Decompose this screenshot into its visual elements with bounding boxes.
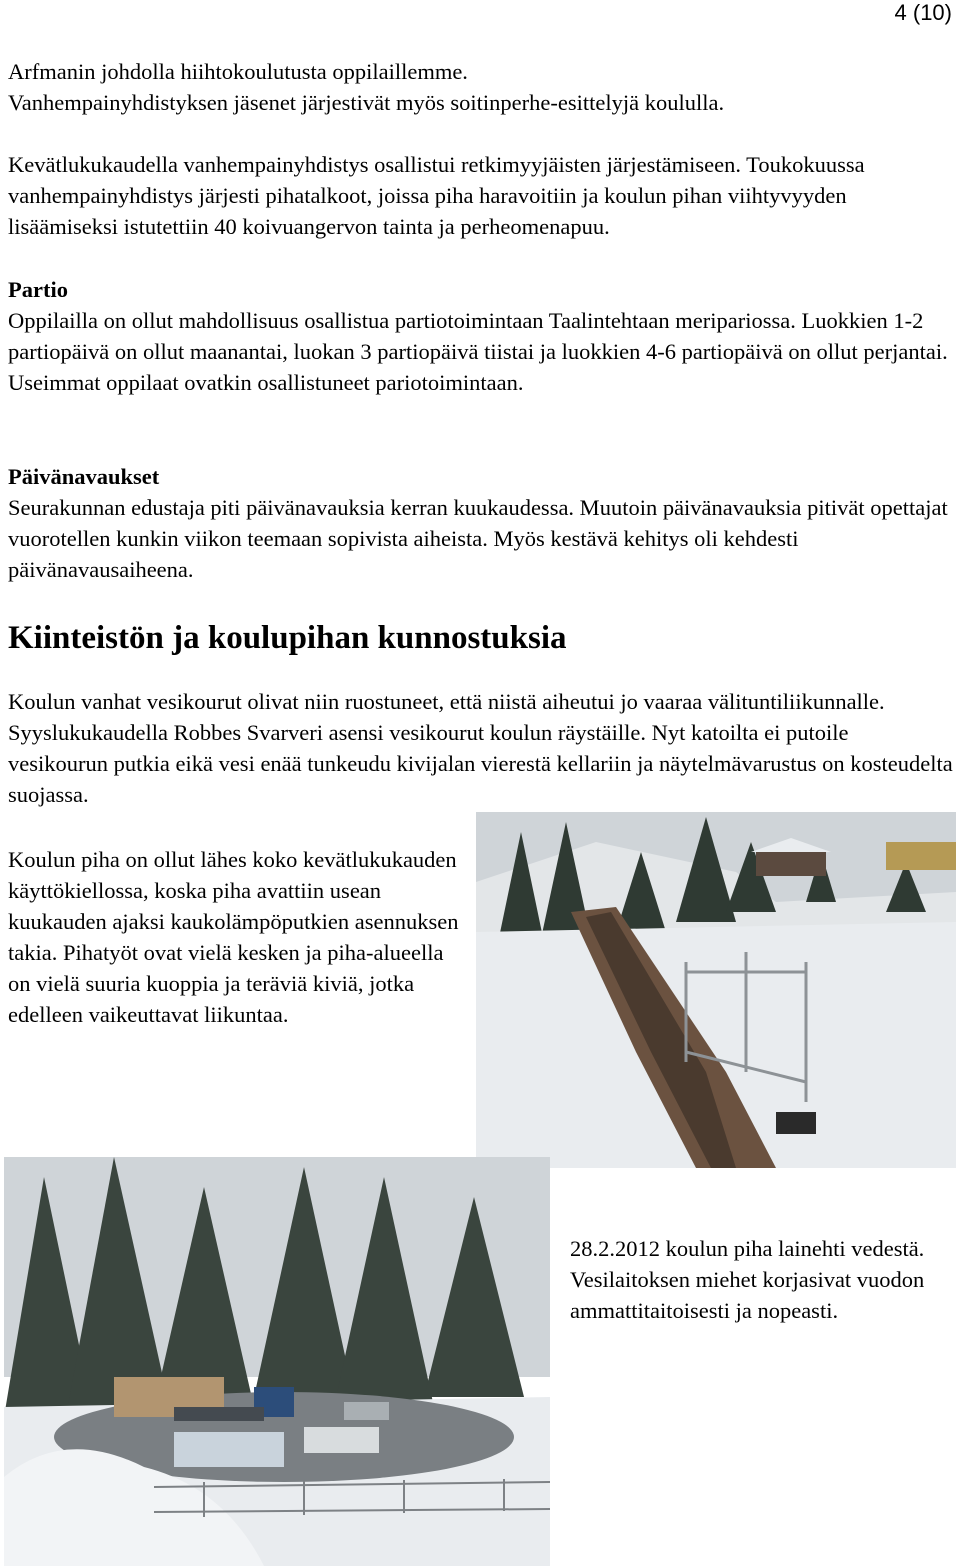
- flood-caption: 28.2.2012 koulun piha lainehti vedestä. Vesilaitoksen miehet korjasivat vuodon ammattitaitoisesti ja nopeasti.: [570, 1236, 925, 1323]
- intro-line-1: Arfmanin johdolla hiihtokoulutusta oppilaillemme.: [8, 59, 468, 84]
- trench-photo: [476, 812, 956, 1168]
- flood-photo-car: [344, 1402, 389, 1420]
- flood-photo-pickup: [304, 1427, 379, 1453]
- partio-heading: Partio: [8, 277, 68, 302]
- paivanavaukset-text: Seurakunnan edustaja piti päivänavauksia kerran kuukaudessa. Muutoin päivänavauksia pitivät opettajat vuorotellen kunkin viikon teemaan sopivista aiheista. Myös kestävä kehitys oli kehdesti päivänavausaiheena.: [8, 495, 948, 582]
- page-number: 4 (10): [894, 0, 952, 25]
- paivanavaukset-heading: Päivänavaukset: [8, 464, 160, 489]
- schoolyard-text: Koulun piha on ollut lähes koko kevätlukukauden käyttökiellossa, koska piha avattiin usean kuukauden ajaksi kaukolämpöputkien asennuksen takia. Pihatyöt ovat vielä kesken ja piha-alueella on vielä suuria kuoppia ja teräviä kiviä, jotka edelleen vaikeuttavat liikuntaa.: [8, 847, 459, 1027]
- trench-photo-fence-block: [776, 1112, 816, 1134]
- intro-text: [8, 56, 954, 118]
- flood-photo-van: [174, 1432, 284, 1467]
- kiinteisto-text: Koulun vanhat vesikourut olivat niin ruostuneet, että niistä aiheutui jo vaaraa välituntiliikunnalle. Syyslukukaudella Robbes Svarveri asensi vesikourut koulun räystäille. Nyt katoilta ei putoile vesikourun putkia eikä vesi enää tunkeudu kivijalan vierestä kellariin ja näytelmävarustus on kosteudelta suojassa.: [8, 689, 953, 807]
- flood-photo-truck-bed: [174, 1407, 264, 1421]
- kiinteisto-heading: Kiinteistön ja koulupihan kunnostuksia: [8, 620, 567, 656]
- trench-photo-yellow-house: [886, 842, 956, 870]
- intro-line-2: Vanhempainyhdistyksen jäsenet järjestivät myös soitinperhe-esittelyjä koululla.: [8, 90, 725, 115]
- flood-photo: [4, 1157, 550, 1566]
- spring-paragraph: Kevätlukukaudella vanhempainyhdistys osallistui retkimyyjäisten järjestämiseen. Toukokuussa vanhempainyhdistys järjesti pihatalkoot, joissa piha haravoitiin ja koulun pihan viihtyvyyden lisäämiseksi istutettiin 40 koivuangervon tainta ja perheomenapuu.: [8, 152, 865, 239]
- trench-photo-house: [756, 852, 826, 876]
- partio-text: Oppilailla on ollut mahdollisuus osallistua partiotoimintaan Taalintehtaan meripariossa. Luokkien 1-2 partiopäivä on ollut maanantai, luokan 3 partiopäivä tiistai ja luokkien 4-6 partiopäivä on ollut perjantai. Useimmat oppilaat ovatkin osallistuneet pariotoimintaan.: [8, 308, 948, 395]
